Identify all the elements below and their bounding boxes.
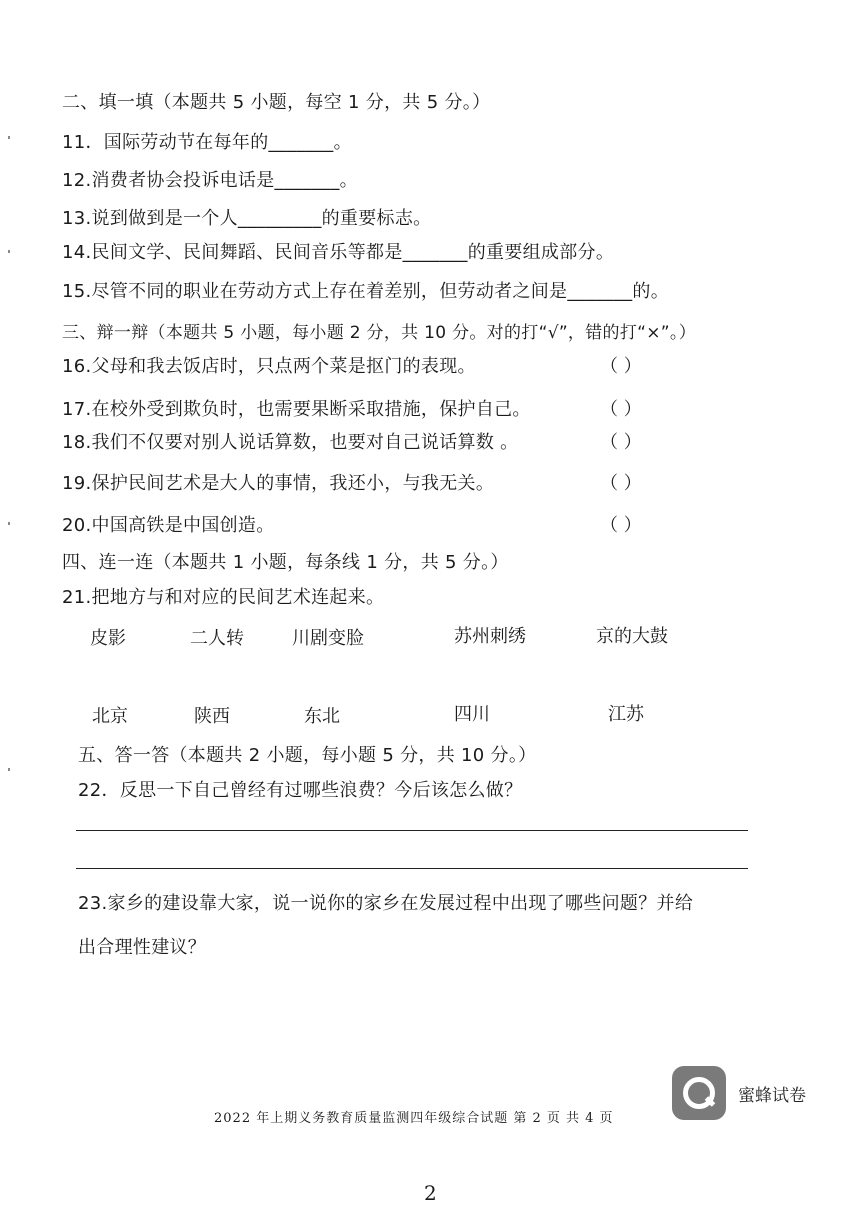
- answer-parentheses: （ ）: [600, 399, 642, 420]
- question-14: 14.民间文学、民间舞蹈、民间音乐等都是_______的重要组成部分。: [62, 242, 615, 263]
- art-item: 川剧变脸: [292, 628, 364, 649]
- art-item: 皮影: [90, 628, 126, 649]
- scan-speck: [8, 768, 10, 771]
- question-23-continued: 出合理性建议？: [78, 937, 207, 958]
- place-item: 陕西: [194, 706, 230, 727]
- answer-parentheses: （ ）: [600, 473, 642, 494]
- watermark-logo-icon: [672, 1066, 726, 1120]
- section-4-heading: 四、连一连（本题共 1 小题，每条线 1 分，共 5 分。）: [62, 552, 509, 573]
- watermark: [672, 1066, 806, 1120]
- question-18: 18.我们不仅要对别人说话算数，也要对自己说话算数 。: [62, 432, 519, 453]
- answer-line: [76, 830, 748, 831]
- section-3-heading: 三、辩一辩（本题共 5 小题，每小题 2 分，共 10 分。对的打“√”，错的打“×”。）: [62, 323, 696, 343]
- scan-speck: [8, 522, 10, 525]
- section-5-heading: 五、答一答（本题共 2 小题，每小题 5 分，共 10 分。）: [78, 745, 537, 766]
- question-16: 16.父母和我去饭店时，只点两个菜是抠门的表现。: [62, 356, 476, 377]
- question-19: 19.保护民间艺术是大人的事情，我还小，与我无关。: [62, 473, 495, 494]
- art-item: 苏州刺绣: [454, 626, 526, 647]
- place-item: 北京: [92, 706, 128, 727]
- question-13: 13.说到做到是一个人_________的重要标志。: [62, 208, 432, 229]
- watermark-text: 蜜蜂试卷: [738, 1085, 806, 1106]
- place-item: 四川: [454, 704, 490, 725]
- scan-speck: [8, 250, 10, 253]
- section-2-heading: 二、填一填（本题共 5 小题，每空 1 分，共 5 分。）: [62, 92, 491, 113]
- answer-parentheses: （ ）: [600, 515, 642, 536]
- art-item: 二人转: [190, 628, 244, 649]
- place-item: 江苏: [608, 704, 644, 725]
- question-17: 17.在校外受到欺负时，也需要果断采取措施，保护自己。: [62, 399, 531, 420]
- page-footer: 2022 年上期义务教育质量监测四年级综合试题 第 2 页 共 4 页: [214, 1111, 614, 1126]
- question-11: 11．国际劳动节在每年的_______。: [62, 132, 352, 153]
- art-item: 京的大鼓: [596, 626, 668, 647]
- place-item: 东北: [304, 706, 340, 727]
- question-20: 20.中国高铁是中国创造。: [62, 515, 275, 536]
- question-12: 12.消费者协会投诉电话是_______。: [62, 170, 358, 191]
- scan-speck: [8, 136, 10, 139]
- page-number: 2: [424, 1181, 437, 1205]
- answer-line: [76, 868, 748, 869]
- question-22: 22．反思一下自己曾经有过哪些浪费？今后该怎么做？: [78, 780, 523, 801]
- question-15: 15.尽管不同的职业在劳动方式上存在着差别，但劳动者之间是_______的。: [62, 281, 670, 302]
- question-21: 21.把地方与和对应的民间艺术连起来。: [62, 587, 385, 608]
- answer-parentheses: （ ）: [600, 432, 642, 453]
- answer-parentheses: （ ）: [600, 356, 642, 377]
- question-23: 23.家乡的建设靠大家，说一说你的家乡在发展过程中出现了哪些问题？并给: [78, 893, 694, 914]
